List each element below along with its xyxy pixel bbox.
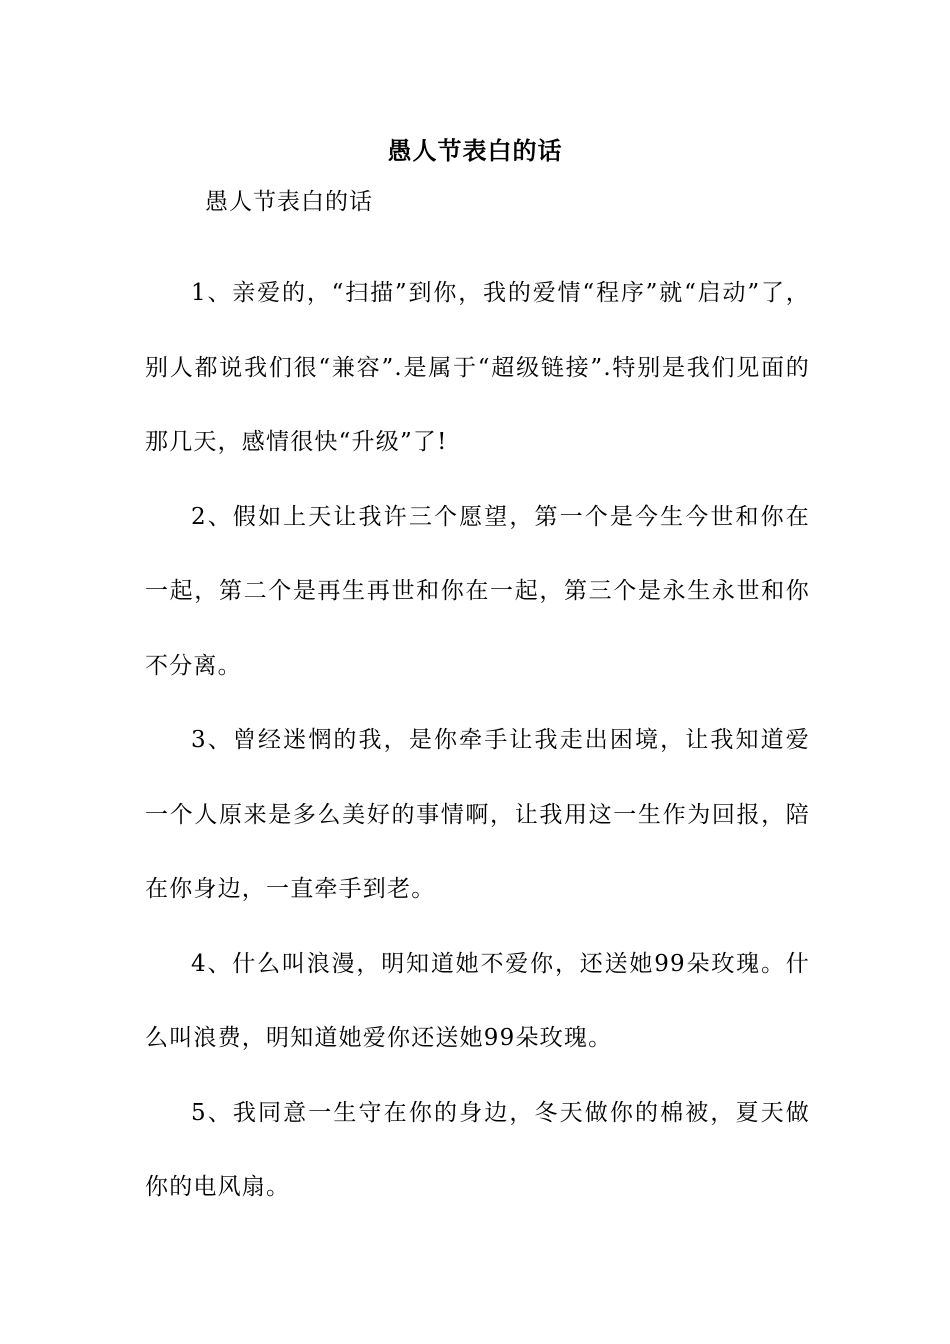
paragraph-5: 5、我同意一生守在你的身边，冬天做你的棉被，夏天做你的电风扇。 [145,1099,810,1200]
paragraph-1: 1、亲爱的，“扫描”到你，我的爱情“程序”就“启动”了，别人都说我们很“兼容”.是属于“超级链接”.特别是我们见面的那几天，感情很快“升级”了! [145,280,810,455]
document-body [145,256,810,1225]
paragraph-4: 4、什么叫浪漫，明知道她不爱你，还送她99朵玫瑰。什么叫浪费，明知道她爱你还送她99朵玫瑰。 [145,950,810,1051]
document-title: 愚人节表白的话 [387,136,563,165]
paragraph-3: 3、曾经迷惘的我，是你牵手让我走出困境，让我知道爱一个人原来是多么美好的事情啊，让我用这一生作为回报，陪在你身边，一直牵手到老。 [145,727,810,902]
document-subtitle: 愚人节表白的话 [205,189,373,215]
paragraph-2: 2、假如上天让我许三个愿望，第一个是今生今世和你在一起，第二个是再生再世和你在一起，第三个是永生永世和你不分离。 [145,503,810,679]
